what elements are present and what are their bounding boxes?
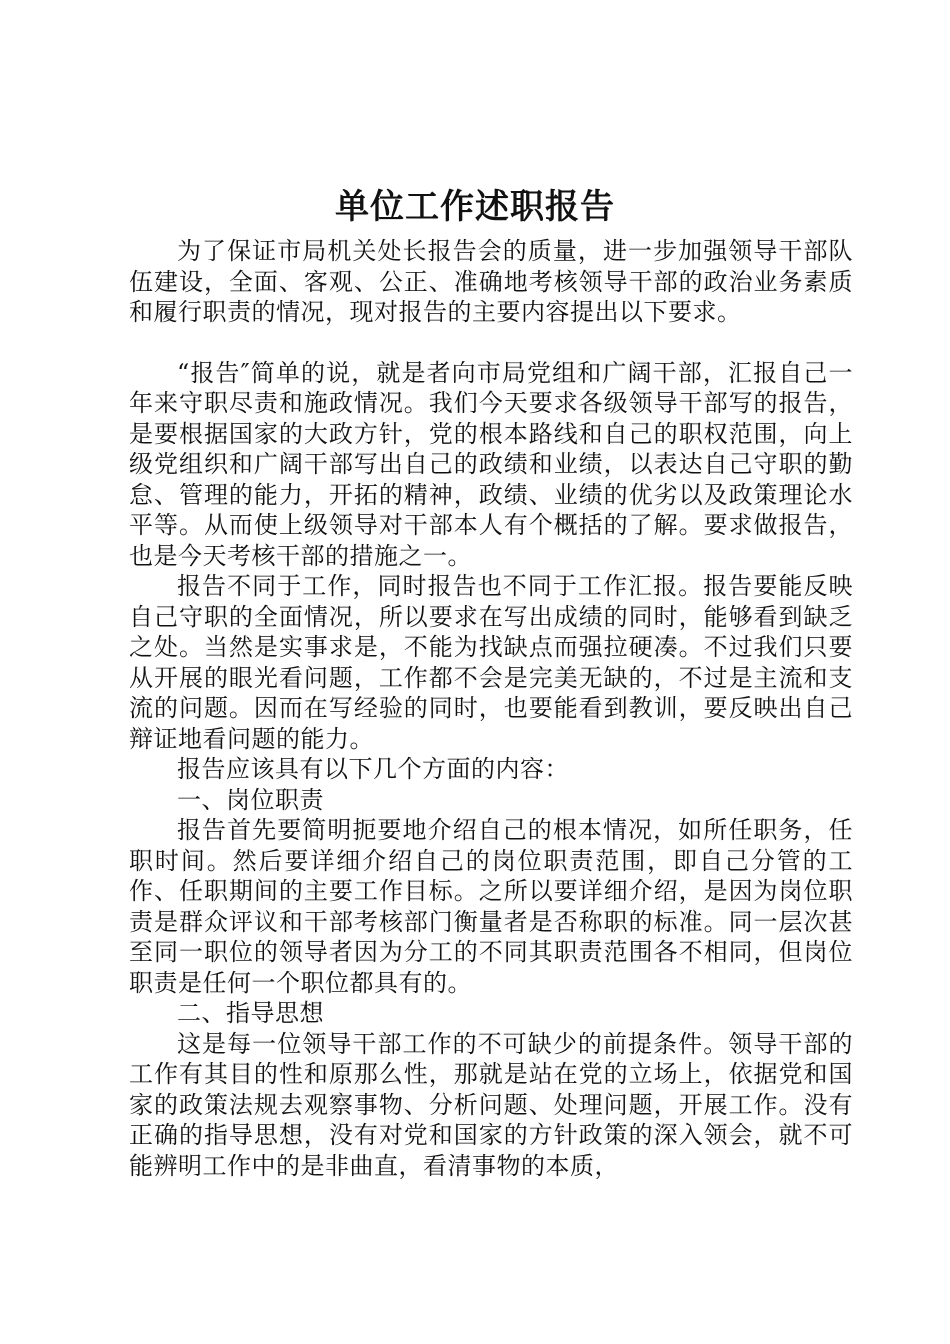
- paragraph-content-intro: 报告应该具有以下几个方面的内容：: [177, 755, 569, 783]
- paragraph-intro: 为了保证市局机关处长报告会的质量，进一步加强领导干部队伍建设，全面、客观、公正、准确地考核领导干部的政治业务素质和履行职责的情况，现对报告的主要内容提出以下要求。: [129, 237, 853, 326]
- paragraph-difference: 报告不同于工作，同时报告也不同于工作汇报。报告要能反映自己守职的全面情况，所以要求在写出成绩的同时，能够看到缺乏之处。当然是实事求是，不能为找缺点而强拉硬凑。不过我们只要从开展的眼光看问题，工作都不会是完美无缺的，不过是主流和支流的问题。因而在写经验的同时，也要能看到教训，要反映出自己辩证地看问题的能力。: [129, 572, 853, 753]
- document-body: [129, 236, 853, 1181]
- section-heading-duties: 一、岗位职责: [177, 785, 324, 814]
- document-title: 单位工作述职报告: [335, 187, 615, 227]
- paragraph-guiding-thought: 这是每一位领导干部工作的不可缺少的前提条件。领导干部的工作有其目的性和原那么性，那就是站在党的立场上，依据党和国家的政策法规去观察事物、分析问题、处理问题，开展工作。没有正确的指导思想，没有对党和国家的方针政策的深入领会，就不可能辨明工作中的是非曲直，看清事物的本质，: [129, 1029, 853, 1180]
- section-heading-guiding-thought: 二、指导思想: [177, 999, 324, 1027]
- paragraph-duties: 报告首先要简明扼要地介绍自己的根本情况，如所任职务，任职时间。然后要详细介绍自己的岗位职责范围，即自己分管的工作、任职期间的主要工作目标。之所以要详细介绍，是因为岗位职责是群众评议和干部考核部门衡量者是否称职的标准。同一层次甚至同一职位的领导者因为分工的不同其职责范围各不相同，但岗位职责是任何一个职位都具有的。: [129, 816, 853, 997]
- paragraph-definition: “报告″简单的说，就是者向市局党组和广阔干部，汇报自己一年来守职尽责和施政情况。我们今天要求各级领导干部写的报告，是要根据国家的大政方针，党的根本路线和自己的职权范围，向上级党组织和广阔干部写出自己的政绩和业绩，以表达自己守职的勤怠、管理的能力，开拓的精神，政绩、业绩的优劣以及政策理论水平等。从而使上级领导对干部本人有个概括的了解。要求做报告，也是今天考核干部的措施之一。: [129, 358, 853, 570]
